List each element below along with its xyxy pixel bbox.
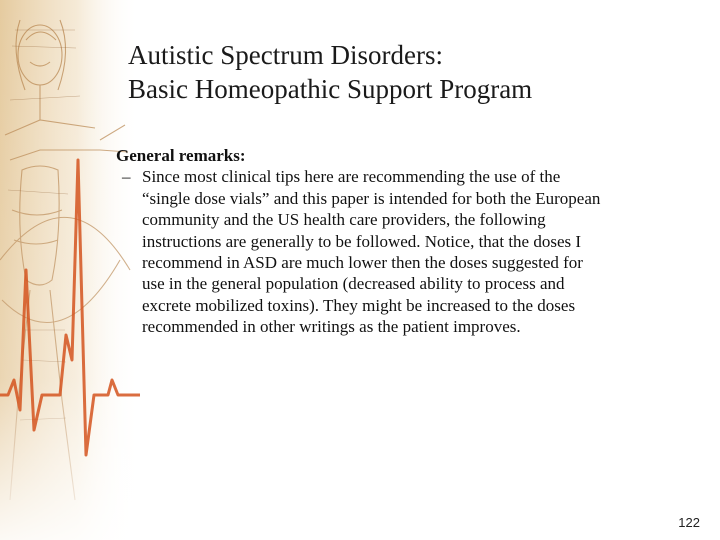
section-heading: General remarks: <box>116 146 246 165</box>
title-line-1: Autistic Spectrum Disorders: <box>128 40 443 70</box>
bullet-line-5: recommend in ASD are much lower then the doses suggested for <box>142 253 583 273</box>
slide-title <box>128 38 688 106</box>
bullet-item <box>116 166 696 337</box>
bullet-line-6: use in the general population (decreased ability to process and <box>142 274 565 294</box>
bullet-line-7: excrete mobilized toxins). They might be increased to the doses <box>142 295 576 315</box>
bullet-line-3: community and the US health care providers, the following <box>142 210 546 230</box>
bullet-marker: – <box>122 167 131 187</box>
slide-body <box>116 145 696 338</box>
bullet-line-8: recommended in other writings as the patient improves. <box>142 317 521 337</box>
bullet-line-1: Since most clinical tips here are recommending the use of the <box>142 167 561 187</box>
title-line-2: Basic Homeopathic Support Program <box>128 74 533 104</box>
bullet-line-4: instructions are generally to be followed. Notice, that the doses I <box>142 231 582 251</box>
page-number: 122 <box>678 515 700 530</box>
bullet-line-2: “single dose vials” and this paper is intended for both the European <box>142 188 601 208</box>
